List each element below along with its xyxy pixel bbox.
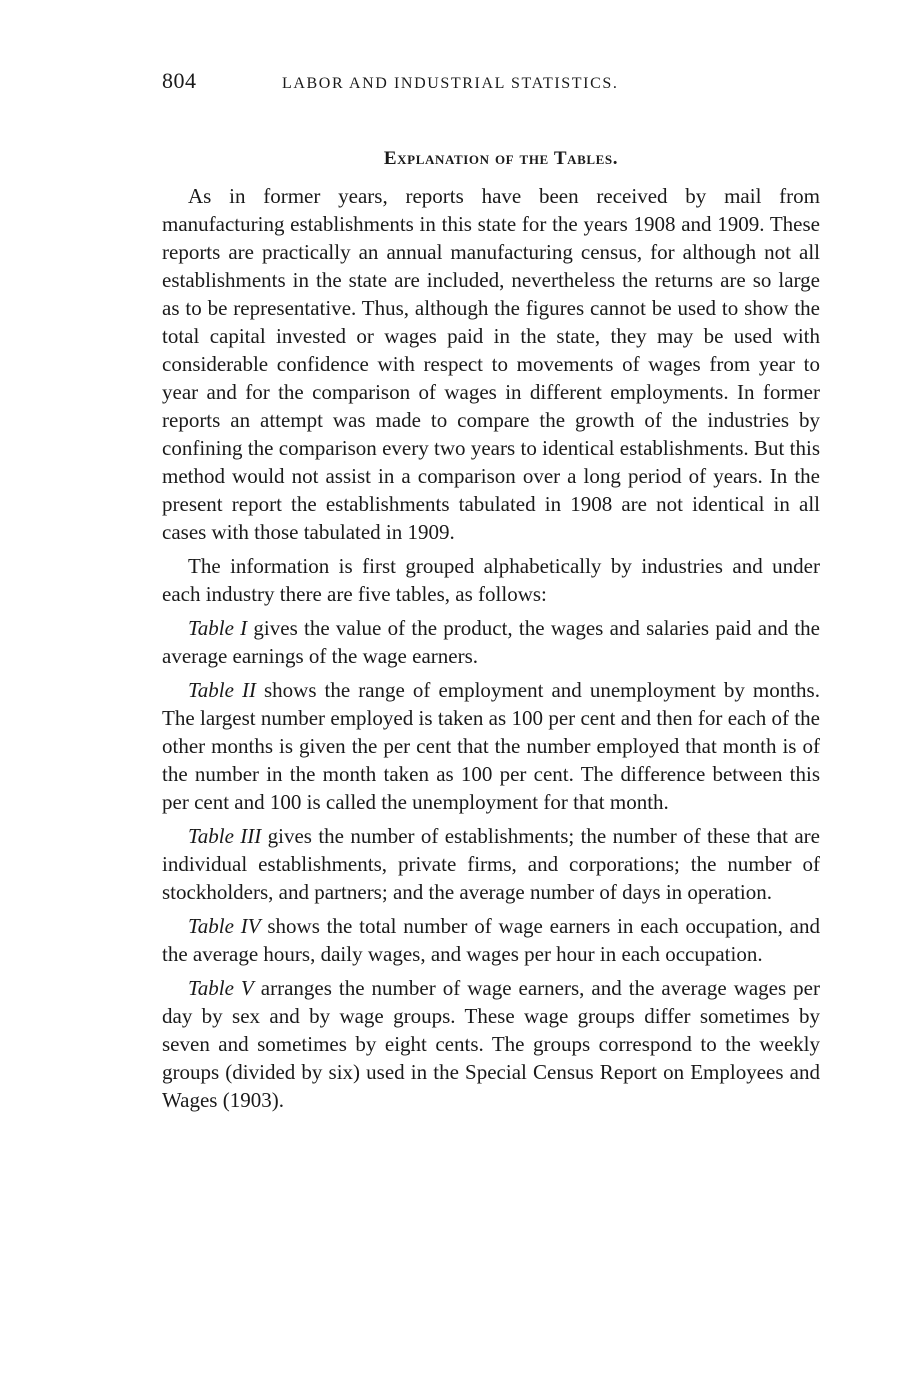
paragraph-table-1 [162, 614, 820, 670]
paragraph-text: gives the number of establishments; the number of these that are individual establishments, private firms, and corporations; the number of stockholders, and partners; and the average number of days in operation. [162, 824, 820, 904]
paragraph-text: arranges the number of wage earners, and the average wages per day by sex and by wage groups. These wage groups differ sometimes by seven and sometimes by eight cents. The groups correspond to the weekly groups (divided by six) used in the Special Census Report on Employees and Wages (1903). [162, 976, 820, 1112]
paragraph-intro [162, 182, 820, 546]
paragraph-table-5 [162, 974, 820, 1114]
paragraph-text: The information is first grouped alphabetically by industries and under each industry there are five tables, as follows: [162, 554, 820, 606]
paragraph-table-2 [162, 676, 820, 816]
paragraph-table-3 [162, 822, 820, 906]
paragraph-lead: Table IV [188, 914, 261, 938]
paragraph-lead: Table II [188, 678, 256, 702]
paragraph-table-4 [162, 912, 820, 968]
paragraph-text: gives the value of the product, the wages and salaries paid and the average earnings of the wage earners. [162, 616, 820, 668]
paragraph-lead: Table V [188, 976, 254, 1000]
page-number: 804 [162, 68, 197, 93]
running-title: LABOR AND INDUSTRIAL STATISTICS. [282, 75, 619, 92]
paragraph-text: shows the range of employment and unemployment by months. The largest number employed is taken as 100 per cent and then for each of the other months is given the per cent that the number employed that month is of the number in the month taken as 100 per cent. The difference between this per cent and 100 is called the unemployment for that month. [162, 678, 820, 814]
document-page [162, 68, 820, 1120]
paragraph-text: shows the total number of wage earners in each occupation, and the average hours, daily wages, and wages per hour in each occupation. [162, 914, 820, 966]
paragraph-lead: Table I [188, 616, 248, 640]
running-head [162, 68, 820, 108]
paragraph-lead: Table III [188, 824, 262, 848]
section-title: Explanation of the Tables. [383, 148, 619, 169]
paragraph-text: As in former years, reports have been received by mail from manufacturing establishments in this state for the years 1908 and 1909. These reports are practically an annual manufacturing census, for although not all establishments in the state are included, nevertheless the returns are so large as to be representative. Thus, although the figures cannot be used to show the total capital invested or wages paid in the state, they may be used with considerable confidence with respect to movements of wages from year to year and for the comparison of wages in different employments. In former reports an attempt was made to compare the growth of the industries by confining the comparison every two years to identical establishments. But this method would not assist in a comparison over a long period of years. In the present report the establishments tabulated in 1908 are not identical in all cases with those tabulated in 1909. [162, 184, 820, 544]
paragraph-grouping [162, 552, 820, 608]
